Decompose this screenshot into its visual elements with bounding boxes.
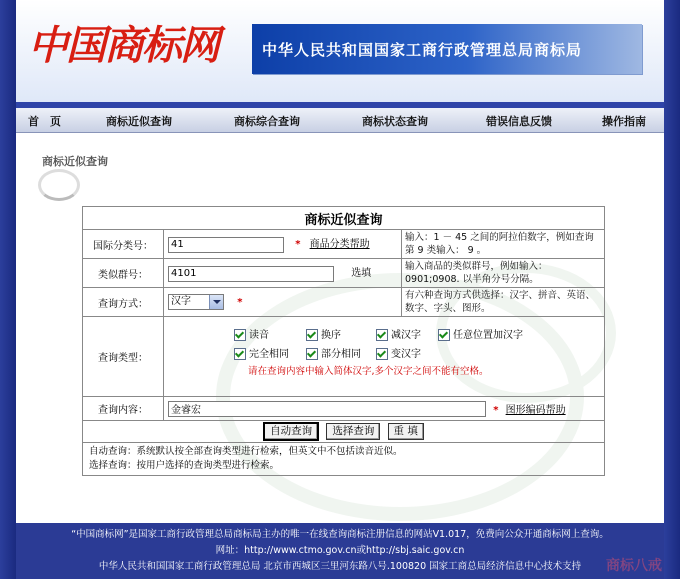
site-logo[interactable]: 中国商标网 [28, 22, 218, 69]
select-search-description: 选择查询：按用户选择的查询类型进行检索。 [89, 460, 280, 471]
banner-text: 中华人民共和国国家工商行政管理总局商标局 [262, 41, 583, 59]
chevron-down-icon[interactable] [209, 295, 223, 309]
class-input[interactable] [168, 237, 284, 253]
group-cell [164, 259, 402, 288]
checkbox-checked-icon[interactable] [438, 329, 450, 341]
checkbox-checked-icon[interactable] [376, 348, 388, 360]
type-option-label: 任意位置加汉字 [453, 330, 523, 341]
type-cell [164, 317, 605, 397]
type-option-label: 变汉字 [391, 349, 421, 360]
class-help-link[interactable]: 商品分类帮助 [309, 239, 370, 251]
search-description [83, 443, 605, 476]
mode-select[interactable] [168, 294, 224, 310]
type-checkbox-remove-char[interactable] [376, 326, 421, 341]
checkbox-checked-icon[interactable] [376, 329, 388, 341]
footer-line-3: 中华人民共和国国家工商行政管理总局 北京市西城区三里河东路八号.100820 国家工商总局经济信息中心技术支持 [98, 561, 582, 572]
content-cell [164, 397, 605, 421]
type-checkbox-pronunciation[interactable] [234, 326, 269, 341]
page-breadcrumb: 商标近似查询 [42, 155, 108, 168]
mode-cell [164, 288, 402, 317]
type-checkbox-add-char-anywhere[interactable] [438, 326, 523, 341]
type-warning: 请在查询内容中输入简体汉字,多个汉字之间不能有空格。 [248, 366, 489, 377]
type-checkbox-partial[interactable] [306, 345, 361, 360]
decorative-swirl-icon [38, 169, 80, 201]
group-note: 输入商品的类似群号，例如输入：0901;0908. 以半角分号分隔。 [402, 259, 605, 288]
nav-guide[interactable]: 操作指南 [602, 115, 646, 128]
class-label: 国际分类号： [83, 230, 164, 259]
type-option-label: 完全相同 [249, 349, 289, 360]
type-option-label: 减汉字 [391, 330, 421, 341]
header-banner [252, 24, 642, 74]
class-cell [164, 230, 402, 259]
mode-select-value: 汉字 [171, 296, 191, 307]
type-checkbox-change-char[interactable] [376, 345, 421, 360]
footer-line-1: “中国商标网”是国家工商行政管理总局商标局主办的唯一在线查询商标注册信息的网站V1.017，免费向公众开通商标网上查询。 [71, 529, 609, 540]
required-star: * [493, 405, 499, 416]
footer-line-2: 网址：http://www.ctmo.gov.cn或http://sbj.saic.gov.cn [215, 545, 465, 556]
checkbox-checked-icon[interactable] [234, 348, 246, 360]
type-option-label: 换序 [321, 330, 341, 341]
nav-similar-search[interactable]: 商标近似查询 [106, 115, 172, 128]
nav-error-feedback[interactable]: 错误信息反馈 [486, 115, 552, 128]
mode-note: 有六种查询方式供选择：汉字、拼音、英语、数字、字头、图形。 [402, 288, 605, 317]
group-optional-label: 选填 [351, 268, 372, 280]
left-border [0, 0, 16, 579]
search-form [82, 206, 605, 476]
required-star: * [237, 297, 243, 308]
checkbox-checked-icon[interactable] [234, 329, 246, 341]
group-input[interactable] [168, 266, 334, 282]
main-content [16, 133, 664, 523]
class-note: 输入：1 － 45 之间的阿拉伯数字，例如查询第 9 类输入： 9 。 [402, 230, 605, 259]
main-nav [16, 108, 664, 133]
nav-status-search[interactable]: 商标状态查询 [362, 115, 428, 128]
type-option-label: 部分相同 [321, 349, 361, 360]
nav-home[interactable]: 首 页 [28, 115, 61, 128]
type-checkbox-reorder[interactable] [306, 326, 341, 341]
required-star: * [295, 239, 301, 251]
reset-button[interactable]: 重 填 [388, 423, 424, 440]
type-checkbox-identical[interactable] [234, 345, 289, 360]
button-row [83, 421, 605, 443]
content-label: 查询内容： [83, 397, 164, 421]
site-header [16, 0, 664, 102]
group-label: 类似群号： [83, 259, 164, 288]
type-option-label: 读音 [249, 330, 269, 341]
auto-search-description: 自动查询：系统默认按全部查询类型进行检索，但英文中不包括读音近似。 [89, 446, 403, 457]
graphic-code-help-link[interactable]: 图形编码帮助 [505, 405, 566, 416]
auto-search-button[interactable]: 自动查询 [263, 422, 319, 441]
right-border [664, 0, 680, 579]
type-label: 查询类型： [83, 317, 164, 397]
checkbox-checked-icon[interactable] [306, 348, 318, 360]
select-search-button[interactable]: 选择查询 [326, 423, 380, 440]
site-footer [16, 523, 664, 579]
corner-watermark-logo: 商标八戒 [606, 558, 662, 574]
nav-comprehensive-search[interactable]: 商标综合查询 [234, 115, 300, 128]
content-input[interactable] [168, 401, 486, 417]
mode-label: 查询方式： [83, 288, 164, 317]
checkbox-checked-icon[interactable] [306, 329, 318, 341]
form-title: 商标近似查询 [83, 207, 605, 230]
